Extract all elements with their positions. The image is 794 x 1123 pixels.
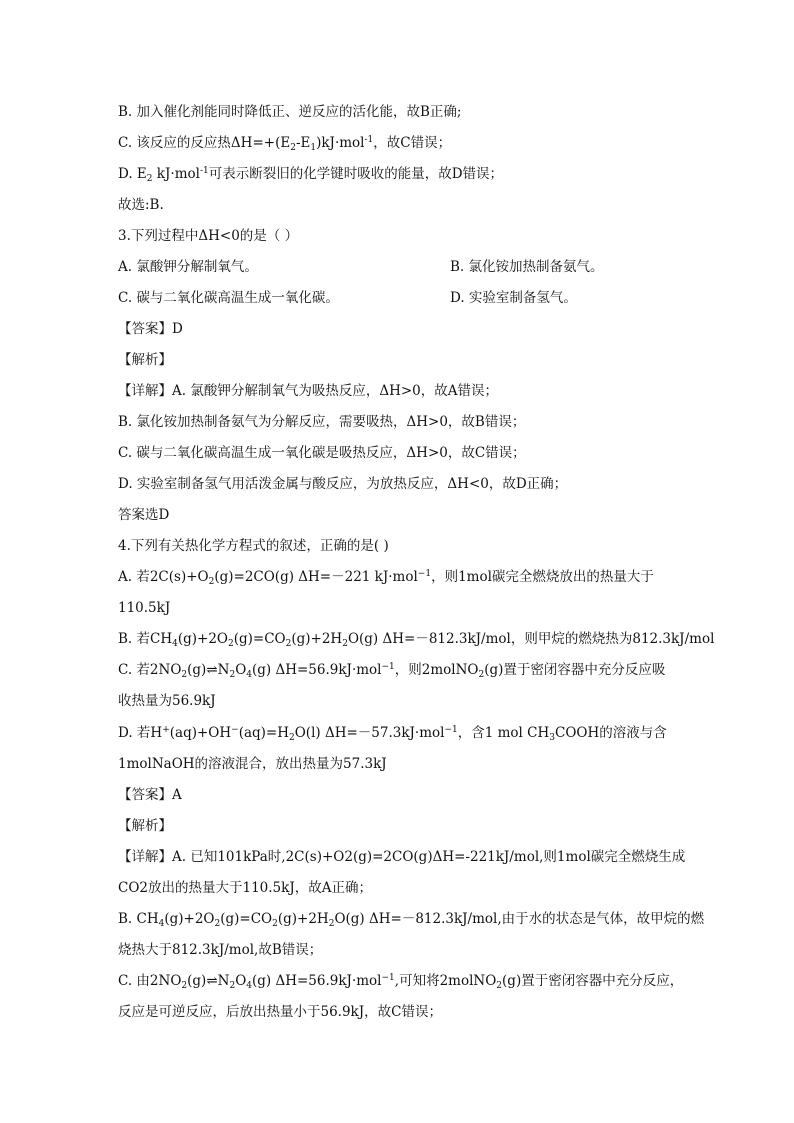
q2-option-d-explanation: D. $E_2$ kJ·mol$^{-1}$可表示断裂旧的化学键时吸收的能量，故D错误； [118,166,504,184]
q4-stem: 4.下列有关热化学方程式的叙述，正确的是( ) [118,538,389,554]
q2-option-c-explanation: C. 该反应的反应热$\Delta H=+(E_2-E_1)kJ\cdot mol^{-1}$，故C错误； [118,135,452,153]
q2-option-b-explanation: B. 加入催化剂能同时降低正、逆反应的活化能，故B正确; [118,104,462,120]
q3-detail-a: 【详解】A. 氯酸钾分解制氧气为吸热反应，ΔH>0，故A错误； [118,383,499,399]
q3-options-row-1 [118,258,604,276]
q3-stem: 3.下列过程中ΔH<0的是（ ） [118,228,299,244]
q4-option-a-line-2: 110.5kJ [118,600,171,616]
q4-option-c-line-1: C. 若$2NO_2(g)\rightleftharpoons N_2O_4(g)$ ΔH=56.9kJ·mol$^{-1}$，则2molNO$_2$(g)置于密闭容器中充分反应吸 [118,662,666,680]
q4-option-d-line-1: D. 若$H^+(aq)+OH^-(aq)=H_2O(l)$ ΔH=－57.3kJ·mol$^{-1}$，含1 mol $CH_3COOH$的溶液与含 [118,725,667,743]
q4-detail-c-line-1: C. 由$2NO_2(g)\rightleftharpoons N_2O_4(g)$ ΔH=56.9kJ·mol$^{-1}$,可知将2molNO$_2$(g)置于密闭容器中充分反应， [118,973,684,991]
q3-answer: 【答案】D [118,321,183,337]
q4-option-a-line-1: A. 若$2C(s)+O_2(g)=2CO(g)$ ΔH=－221 kJ·mol$^{-1}$，则1mol碳完全燃烧放出的热量大于 [118,569,654,587]
q3-conclusion: 答案选D [118,507,170,523]
q4-detail-b-line-1: B. $CH_4(g)+2O_2(g)=CO_2(g)+2H_2O(g)$ ΔH=－812.3kJ/mol,由于水的状态是气体，故甲烷的燃 [118,911,705,929]
q3-detail-d: D. 实验室制备氢气用活泼金属与酸反应，为放热反应，ΔH<0，故D正确； [118,476,568,492]
q4-option-b: B. 若$CH_4(g)+2O_2(g)=CO_2(g)+2H_2O(g)$ ΔH=－812.3kJ/mol，则甲烷的燃烧热为812.3kJ/mol [118,631,715,649]
q4-detail-c-line-2: 反应是可逆反应，后放出热量小于56.9kJ，故C错误； [118,1004,442,1020]
q3-options-row-2 [118,289,577,307]
q4-detail-a-line-2: CO2放出的热量大于110.5kJ，故A正确； [118,880,372,896]
q3-analysis-label: 【解析】 [118,352,172,368]
q3-option-d: D. 实验室制备氢气。 [450,290,577,306]
q4-detail-a-line-1: 【详解】A. 已知101kPa时,2C(s)+O2(g)=2CO(g)ΔH=-221kJ/mol,则1mol碳完全燃烧生成 [118,849,686,865]
q3-option-c: C. 碳与二氧化碳高温生成一氧化碳。 [118,290,339,306]
q3-option-b: B. 氯化铵加热制备氨气。 [450,259,604,275]
q3-option-a: A. 氯酸钾分解制氧气。 [118,259,258,275]
q4-option-c-line-2: 收热量为56.9kJ [118,693,216,709]
q4-analysis-label: 【解析】 [118,818,172,834]
q3-detail-b: B. 氯化铵加热制备氨气为分解反应，需要吸热，ΔH>0，故B错误； [118,414,526,430]
q2-conclusion: 故选:B. [118,197,164,213]
q4-detail-b-line-2: 烧热大于812.3kJ/mol,故B错误； [118,942,323,958]
q3-detail-c: C. 碳与二氧化碳高温生成一氧化碳是吸热反应，ΔH>0，故C错误； [118,445,526,461]
q4-answer: 【答案】A [118,787,182,803]
q4-option-d-line-2: 1molNaOH的溶液混合，放出热量为57.3kJ [118,756,387,772]
